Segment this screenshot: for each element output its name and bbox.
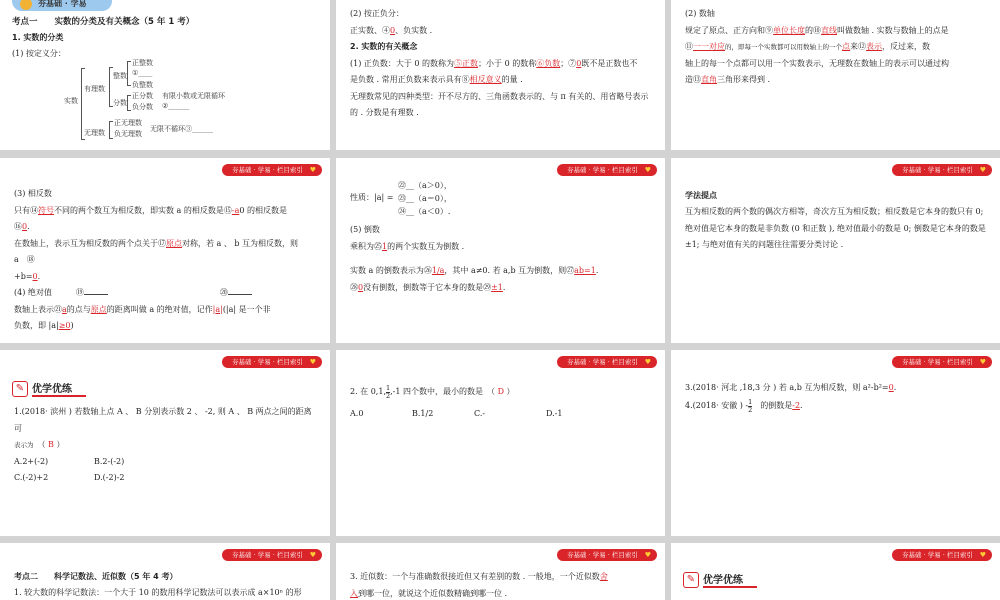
option-d[interactable]: D.(-2)-2 [94,473,125,482]
slide-2 [336,0,665,150]
tree-neg-frac: 负分数 [132,103,153,111]
option-c[interactable]: C.(-2)+2 [14,473,49,482]
tree-irrational: 无理数 [84,129,105,137]
heart-icon: ♥ [309,358,316,366]
topbar[interactable]: 夯基础 · 学易 · 栏目索引 ♥ [892,356,992,368]
slide-11 [336,543,665,600]
slide-text: (5) 倒数 乘积为㉕1的两个实数互为倒数 . 实数 a 的倒数表示为㉖1/a，其中 a≠0. 若 a,b 互为倒数，则㉗ab=1. ㉘0没有倒数，倒数等于它本身的数是㉙±1. [350,225,599,292]
section-pill [12,0,112,11]
practice-header [683,571,757,588]
tree-neg-int: 负整数 [132,81,153,89]
slide-9 [671,350,1000,536]
option-b[interactable]: B.1/2 [412,409,434,418]
practice-label: 优学优练 [703,571,757,588]
line: (1) 按定义分： [12,49,66,58]
question-1: 1.(2018· 滨州 ) 若数轴上点 A 、 B 分别表示数 2 、 -2, 则 A 、 B 两点之间的距离可 表示为 （ B ） [14,407,312,449]
topbar[interactable]: 夯基础 · 学易 · 栏目索引 ♥ [222,164,322,176]
option-c[interactable]: C.- [474,409,486,418]
slide-8 [336,350,665,536]
tips-heading: 学法提点 [685,191,717,200]
topbar[interactable]: 夯基础 · 学易 · 栏目索引 ♥ [222,549,322,561]
classification-tree [64,58,264,148]
question-4: 4.(2018· 安徽 ) - $\frac{1}{2}$ 的倒数是-2. [685,397,803,414]
option-d[interactable]: D.-1 [546,409,563,418]
brace [109,121,113,139]
heart-icon: ♥ [979,166,986,174]
topbar[interactable]: 夯基础 · 学易 · 栏目索引 ♥ [557,164,657,176]
tree-note: 有限小数或无限循环 [162,92,225,100]
heart-icon: ♥ [644,551,651,559]
subheading: 1. 实数的分类 [12,33,64,42]
tree-blank-1: ①____ [132,69,153,77]
slide-text: (2) 数轴 规定了原点、正方向和⑨单位长度的⑩直线叫做数轴 . 实数与数轴上的点是 ⑪一一对应的，即每一个实数都可以用数轴上的一个点来⑫表示，反过来，数 轴上的每一个点都可以用一个实数表示，无理数在数轴上的表示可以通过构 造⑬直角三角形来得到 . [685,9,949,84]
option-a[interactable]: A.0 [350,409,364,418]
slide-1 [0,0,330,150]
tree-pos-irr: 正无理数 [114,119,142,127]
slide-4 [0,158,330,343]
topbar[interactable]: 夯基础 · 学易 · 栏目索引 ♥ [892,549,992,561]
tree-root: 实数 [64,97,78,105]
brace [127,61,131,86]
slide-text: 1. 较大数的科学记数法：一个大于 10 的数用科学记数法可以表示成 a×10ⁿ 的形 [14,588,302,597]
brace [127,95,131,111]
pencil-icon: ✎ [683,572,699,588]
slide-7 [0,350,330,536]
tree-fraction: 分数 [113,99,127,107]
practice-label: 优学优练 [32,380,86,397]
tree-blank-2: ②______ [162,102,190,110]
heart-icon: ♥ [644,166,651,174]
heart-icon: ♥ [309,166,316,174]
tree-rational: 有理数 [84,85,105,93]
slide-text: 3. 近似数：一个与准确数很接近但又有差别的数 . 一般地，一个近似数舍 入到哪一位，就说这个近似数精确到哪一位 . [350,572,608,598]
heart-icon: ♥ [309,551,316,559]
tree-neg-irr: 负无理数 [114,130,142,138]
topic-heading: 考点一 实数的分类及有关概念（5 年 1 考） [12,17,195,27]
slide-6 [671,158,1000,343]
slide-text: (2) 按正负分： 正实数、④0、负实数 . 2. 实数的有关概念 (1) 正负数：大于 0 的数称为⑤正数；小于 0 的数称⑥负数；⑦0既不是正数也不 是负数 . 常用正负数来表示具有⑧相反意义的量 . 无理数常见的四种类型：开不尽方的、三角函数表示的、与 π 有关的、用省略号表示的 . 分数是有理数 . [350,9,649,117]
heart-icon: ♥ [979,551,986,559]
option-b[interactable]: B.2-(-2) [94,457,125,466]
tree-pos-int: 正整数 [132,59,153,67]
slide-5: 夯基础 · 学易 · 栏目索引 ♥ 性质：|a| = ㉒__（a＞0）， ㉓__（a＝0）， ㉔__（a＜0）. (5) 倒数 乘积为㉕1的两个实数互为倒数 . 实数 a 的倒数表示为㉖1/a，其中 a≠0. 若 a,b 互为倒数，则㉗ab=1. ㉘0没有倒数，倒数等于它本身的数是㉙±1. [336,158,665,343]
option-a[interactable]: A.2+(-2) [14,457,49,466]
question-3: 3.(2018· 河北 ,18,3 分 ) 若 a,b 互为相反数，则 a²-b²=0. [685,383,897,392]
pill-label: 夯基础 · 学易 [38,0,87,8]
topbar[interactable]: 夯基础 · 学易 · 栏目索引 ♥ [557,356,657,368]
slide-12 [671,543,1000,600]
question-2: 2. 在 0,1, $\frac{1}{2}$ ,-1 四个数中，最小的数是 （ D ） [350,383,515,400]
pill-dot-icon [20,0,32,10]
pencil-icon: ✎ [12,381,28,397]
heart-icon: ♥ [644,358,651,366]
tree-integer: 整数 [113,72,127,80]
slide-text: (3) 相反数 只有⑭符号不同的两个数互为相反数，即实数 a 的相反数是⑮-a0 的相反数是 ⑯0. 在数轴上，表示互为相反数的两个点关于⑰原点对称，若 a 、 b 互为相反数，则 a ⑱ +b=0. (4) 绝对值 ⑲ ⑳ 数轴上表示㉑a的点与原点的距离叫做 a 的绝对值，记作|a|(|a| 是一个非 负数，即 |a|≥0) [14,189,299,330]
slide-3 [671,0,1000,150]
tree-pos-frac: 正分数 [132,92,153,100]
practice-header [12,380,86,397]
topbar[interactable]: 夯基础 · 学易 · 栏目索引 ♥ [892,164,992,176]
topbar[interactable]: 夯基础 · 学易 · 栏目索引 ♥ [557,549,657,561]
slide-10 [0,543,330,600]
heart-icon: ♥ [979,358,986,366]
topbar[interactable]: 夯基础 · 学易 · 栏目索引 ♥ [222,356,322,368]
topic-heading: 考点二 科学记数法、近似数（5 年 4 考） [14,572,178,581]
tree-irr-note: 无限不循环③______ [150,125,213,133]
tips-paragraph: 互为相反数的两个数的偶次方相等，奇次方互为相反数；相反数是它本身的数只有 0; 绝对值是它本身的数是非负数 (0 和正数 ), 绝对值最小的数是 0; 倒数是它本身的数是 ±1; 与绝对值有关的问题往往需要分类讨论 . [685,207,986,249]
